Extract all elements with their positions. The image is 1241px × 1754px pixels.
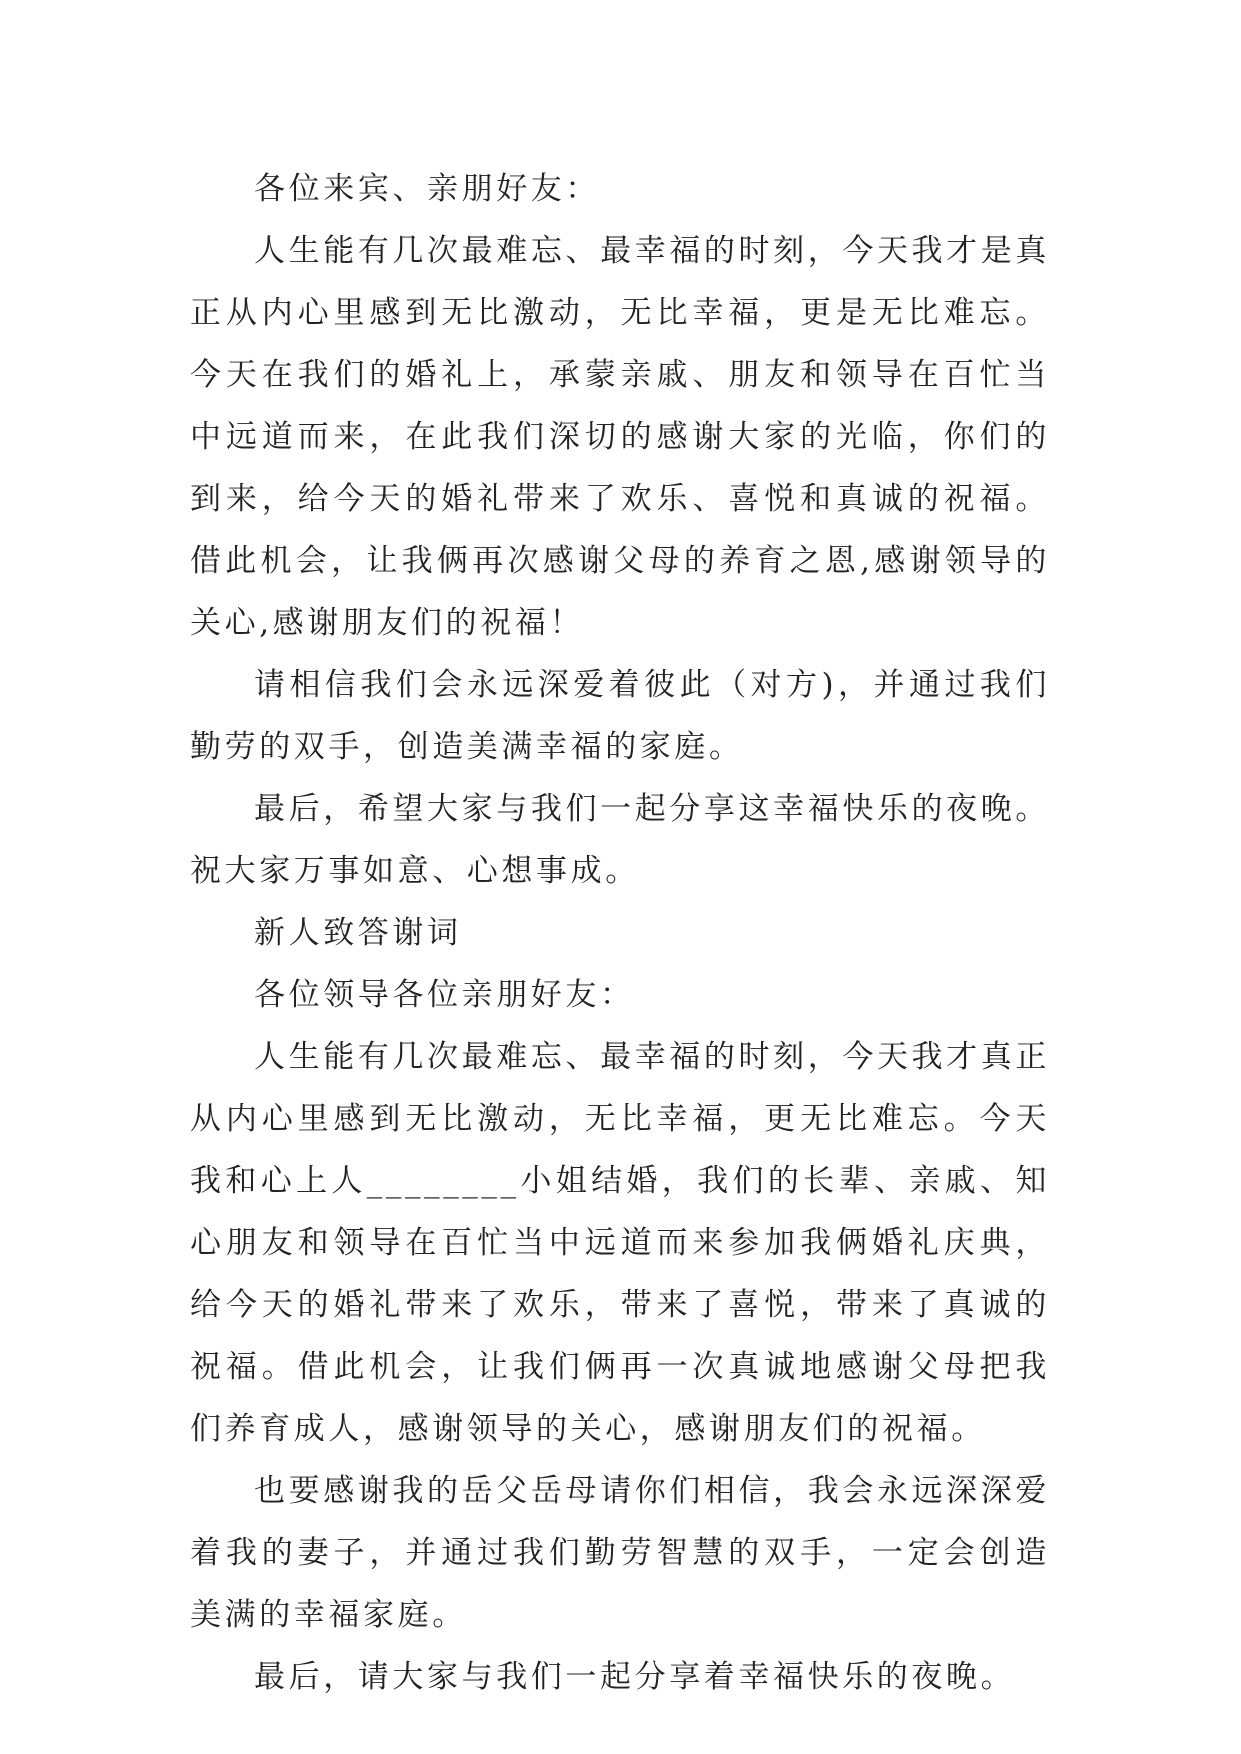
document-body (190, 158, 1050, 1708)
greeting-line: 各位来宾、亲朋好友： (254, 171, 600, 207)
body-paragraph: 也要感谢我的岳父岳母请你们相信，我会永远深深爱着我的妻子，并通过我们勤劳智慧的双手，一定会创造美满的幸福家庭。 (190, 1473, 1050, 1633)
closing-paragraph: 最后，希望大家与我们一起分享这幸福快乐的夜晚。祝大家万事如意、心想事成。 (190, 791, 1050, 889)
body-paragraph: 人生能有几次最难忘、最幸福的时刻，今天我才是真正从内心里感到无比激动，无比幸福，更是无比难忘。今天在我们的婚礼上，承蒙亲戚、朋友和领导在百忙当中远道而来，在此我们深切的感谢大家的光临，你们的到来，给今天的婚礼带来了欢乐、喜悦和真诚的祝福。借此机会，让我俩再次感谢父母的养育之恩,感谢领导的关心,感谢朋友们的祝福！ (190, 233, 1050, 641)
body-paragraph: 请相信我们会永远深爱着彼此（对方)，并通过我们勤劳的双手，创造美满幸福的家庭。 (190, 667, 1050, 765)
section-heading: 新人致答谢词 (254, 915, 462, 951)
greeting-line: 各位领导各位亲朋好友： (254, 977, 635, 1013)
closing-paragraph: 最后，请大家与我们一起分享着幸福快乐的夜晚。 (254, 1659, 1016, 1695)
body-paragraph: 人生能有几次最难忘、最幸福的时刻，今天我才真正从内心里感到无比激动，无比幸福，更无比难忘。今天我和心上人________小姐结婚，我们的长辈、亲戚、知心朋友和领导在百忙当中远道而来参加我俩婚礼庆典，给今天的婚礼带来了欢乐，带来了喜悦，带来了真诚的祝福。借此机会，让我们俩再一次真诚地感谢父母把我们养育成人，感谢领导的关心，感谢朋友们的祝福。 (190, 1039, 1050, 1447)
